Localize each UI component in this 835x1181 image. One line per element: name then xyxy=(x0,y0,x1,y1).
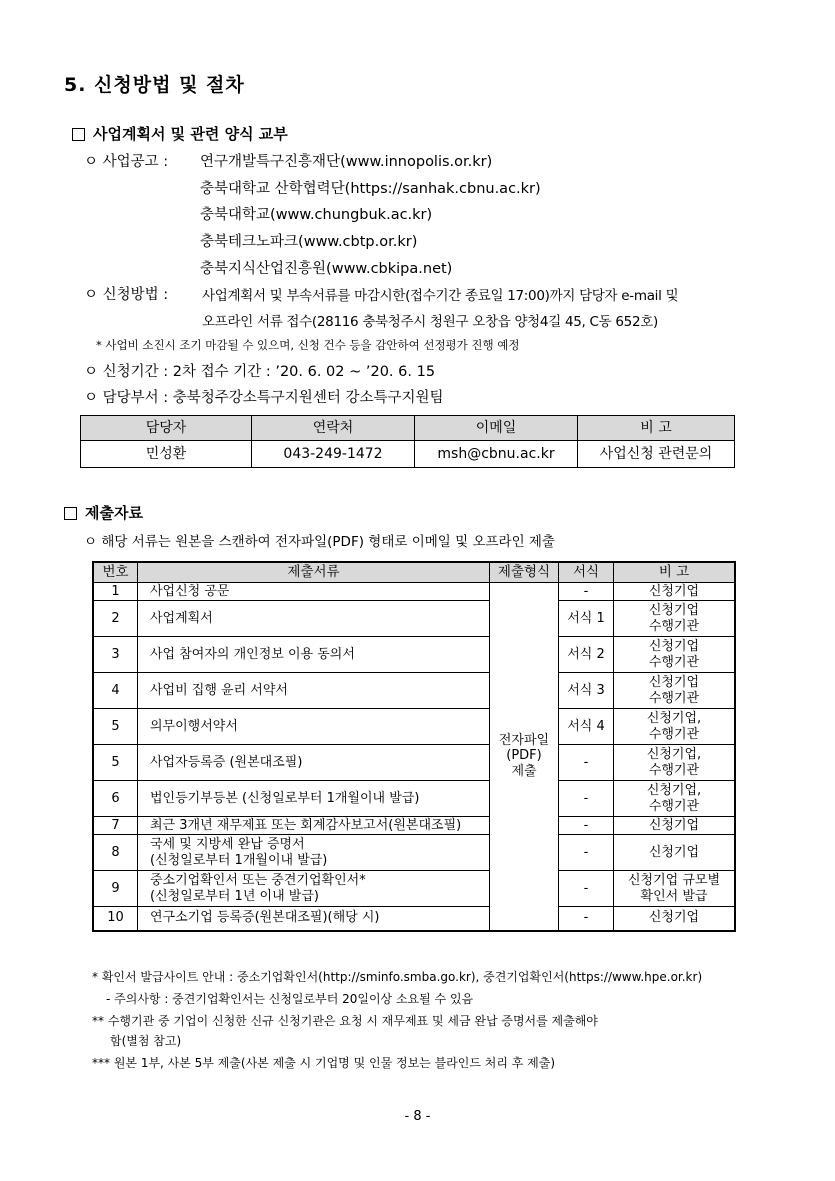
method-note: * 사업비 소진시 조기 마감될 수 있으며, 신청 건수 등을 감안하여 선정평가 진행 예정 xyxy=(96,338,520,352)
docs-note-line: 신청기업 xyxy=(648,583,700,599)
docs-number-cell: 8 xyxy=(93,835,138,871)
documents-table-row xyxy=(93,817,735,835)
docs-note-cell xyxy=(614,745,736,781)
documents-table-row xyxy=(93,871,735,907)
docs-note-cell xyxy=(614,907,736,931)
docs-name-cell xyxy=(138,817,490,835)
checkbox-square-icon xyxy=(72,128,85,141)
docs-note-line: 신청기업, xyxy=(646,710,702,726)
notice-site: 충북테크노파크(www.cbtp.or.kr) xyxy=(200,234,418,250)
documents-table-row xyxy=(93,601,735,637)
docs-form-cell: 서식 1 xyxy=(559,601,614,637)
docs-number-cell: 6 xyxy=(93,781,138,817)
docs-name-line: 중소기업확인서 또는 중견기업확인서* xyxy=(150,872,366,888)
contact-table xyxy=(80,415,735,468)
docs-note-line: 신청기업 xyxy=(648,602,700,618)
documents-table-row xyxy=(93,781,735,817)
docs-form-cell: 서식 2 xyxy=(559,637,614,673)
docs-name-line: 사업 참여자의 개인정보 이용 동의서 xyxy=(150,646,355,662)
contact-cell: msh@cbnu.ac.kr xyxy=(415,441,578,468)
documents-table-header xyxy=(93,562,735,583)
docs-header-cell: 제출서류 xyxy=(138,562,490,583)
docs-form-cell: - xyxy=(559,871,614,907)
docs-number-cell: 4 xyxy=(93,673,138,709)
docs-number-cell: 1 xyxy=(93,583,138,601)
docs-note-cell xyxy=(614,601,736,637)
notice-site: 충북지식산업진흥원(www.cbkipa.net) xyxy=(200,261,453,277)
footnote: - 주의사항 : 중견기업확인서는 신청일로부터 20일이상 소요될 수 있음 xyxy=(106,992,474,1006)
docs-name-cell xyxy=(138,835,490,871)
docs-note-line: 확인서 발급 xyxy=(640,888,708,904)
docs-number-cell: 10 xyxy=(93,907,138,931)
docs-name-line: (신청일로부터 1개월이내 발급) xyxy=(150,852,328,868)
docs-name-line: 최근 3개년 재무제표 또는 회계감사보고서(원본대조필) xyxy=(150,817,462,833)
docs-name-cell xyxy=(138,601,490,637)
docs-note-cell xyxy=(614,817,736,835)
docs-number-cell: 2 xyxy=(93,601,138,637)
notice-site: 연구개발특구진흥재단(www.innopolis.or.kr) xyxy=(200,154,493,170)
docs-form-cell: - xyxy=(559,583,614,601)
docs-note-line: 신청기업, xyxy=(646,782,702,798)
docs-format-line: 전자파일 xyxy=(498,732,550,748)
method-line-1: 사업계획서 및 부속서류를 마감시한(접수기간 종료일 17:00)까지 담당자 e-mail 및 xyxy=(202,288,679,304)
docs-header-cell: 제출형식 xyxy=(490,562,559,583)
docs-format-line: 제출 xyxy=(511,764,537,780)
docs-name-line: 의무이행서약서 xyxy=(150,718,238,734)
docs-name-line: 국세 및 지방세 완납 증명서 xyxy=(150,836,305,852)
docs-note-line: 수행기관 xyxy=(648,690,700,706)
docs-note-line: 신청기업 xyxy=(648,844,700,860)
docs-note-line: 신청기업, xyxy=(646,746,702,762)
docs-number-cell: 5 xyxy=(93,709,138,745)
documents-table-row xyxy=(93,709,735,745)
docs-form-cell: - xyxy=(559,835,614,871)
docs-number-cell: 5 xyxy=(93,745,138,781)
docs-name-line: (신청일로부터 1년 이내 발급) xyxy=(150,888,319,904)
documents-table-body xyxy=(93,583,735,931)
docs-note-cell xyxy=(614,835,736,871)
contact-cell: 사업신청 관련문의 xyxy=(578,441,735,468)
docs-note-line: 신청기업 xyxy=(648,638,700,654)
subsection-2-heading xyxy=(64,502,143,523)
documents-table-row xyxy=(93,637,735,673)
docs-form-cell: - xyxy=(559,907,614,931)
docs-name-cell xyxy=(138,745,490,781)
docs-note-line: 신청기업 규모별 xyxy=(627,872,721,888)
documents-table-row xyxy=(93,583,735,601)
contact-header-cell: 연락처 xyxy=(252,416,415,441)
subsection-2-title: 제출자료 xyxy=(85,504,143,522)
method-line-2: 오프라인 서류 접수(28116 충북청주시 청원구 오창읍 양청4길 45, C동 652호) xyxy=(202,314,658,330)
documents-table-row xyxy=(93,835,735,871)
docs-name-line: 연구소기업 등록증(원본대조필)(해당 시) xyxy=(150,910,380,926)
docs-name-line: 사업비 집행 윤리 서약서 xyxy=(150,682,288,698)
footnote: ** 수행기관 중 기업이 신청한 신규 신청기관은 요청 시 재무제표 및 세금 완납 증명서를 제출해야 xyxy=(92,1014,598,1028)
docs-format-merged-cell xyxy=(490,583,559,931)
subsection-1-title: 사업계획서 및 관련 양식 교부 xyxy=(93,125,288,143)
footnote: *** 원본 1부, 사본 5부 제출(사본 제출 시 기업명 및 인물 정보는 블라인드 처리 후 제출) xyxy=(92,1056,556,1070)
documents-table xyxy=(92,561,736,932)
docs-form-cell: 서식 3 xyxy=(559,673,614,709)
notice-label: ㅇ 사업공고 : xyxy=(84,154,169,170)
docs-name-cell xyxy=(138,583,490,601)
docs-name-cell xyxy=(138,709,490,745)
docs-name-line: 사업자등록증 (원본대조필) xyxy=(150,754,303,770)
footnote: 함(별첨 참고) xyxy=(110,1034,182,1048)
docs-name-cell xyxy=(138,673,490,709)
docs-number-cell: 3 xyxy=(93,637,138,673)
contact-table-header xyxy=(81,416,735,441)
method-label: ㅇ 신청방법 : xyxy=(84,287,169,303)
contact-header-cell: 담당자 xyxy=(81,416,252,441)
docs-form-cell: - xyxy=(559,781,614,817)
docs-name-cell xyxy=(138,871,490,907)
dept-line: ㅇ 담당부서 : 충북청주강소특구지원센터 강소특구지원팀 xyxy=(84,390,444,406)
contact-table-row xyxy=(81,441,735,468)
docs-number-cell: 7 xyxy=(93,817,138,835)
footnote: * 확인서 발급사이트 안내 : 중소기업확인서(http://sminfo.smba.go.kr), 중견기업확인서(https://www.hpe.or.kr) xyxy=(92,970,703,984)
docs-number-cell: 9 xyxy=(93,871,138,907)
docs-header-cell: 비 고 xyxy=(614,562,736,583)
docs-note-cell xyxy=(614,637,736,673)
subsection-1-heading xyxy=(72,123,288,144)
docs-note-line: 수행기관 xyxy=(648,798,700,814)
notice-site: 충북대학교(www.chungbuk.ac.kr) xyxy=(200,207,433,223)
contact-header-cell: 이메일 xyxy=(415,416,578,441)
docs-header-cell: 번호 xyxy=(93,562,138,583)
docs-note-cell xyxy=(614,673,736,709)
docs-name-cell xyxy=(138,637,490,673)
docs-name-cell xyxy=(138,907,490,931)
docs-name-line: 사업계획서 xyxy=(150,610,213,626)
docs-header-cell: 서식 xyxy=(559,562,614,583)
docs-note-line: 신청기업 xyxy=(648,817,700,833)
docs-note-line: 신청기업 xyxy=(648,910,700,926)
section-title: 5. 신청방법 및 절차 xyxy=(64,74,245,96)
docs-note-cell xyxy=(614,709,736,745)
contact-cell: 043-249-1472 xyxy=(252,441,415,468)
docs-note-line: 수행기관 xyxy=(648,762,700,778)
docs-form-cell: 서식 4 xyxy=(559,709,614,745)
docs-form-cell: - xyxy=(559,817,614,835)
docs-note-line: 수행기관 xyxy=(648,654,700,670)
docs-name-line: 법인등기부등본 (신청일로부터 1개월이내 발급) xyxy=(150,790,420,806)
page-number: - 8 - xyxy=(404,1109,431,1124)
docs-form-cell: - xyxy=(559,745,614,781)
docs-note-line: 수행기관 xyxy=(648,618,700,634)
checkbox-square-icon xyxy=(64,507,77,520)
documents-table-row xyxy=(93,745,735,781)
docs-note-cell xyxy=(614,871,736,907)
contact-header-cell: 비 고 xyxy=(578,416,735,441)
docs-note-cell xyxy=(614,583,736,601)
docs-name-cell xyxy=(138,781,490,817)
docs-name-line: 사업신청 공문 xyxy=(150,583,230,599)
documents-table-row xyxy=(93,907,735,931)
documents-table-row xyxy=(93,673,735,709)
docs-note-line: 수행기관 xyxy=(648,726,700,742)
contact-cell: 민성환 xyxy=(81,441,252,468)
docs-format-line: (PDF) xyxy=(506,748,542,764)
docs-note-line: 신청기업 xyxy=(648,674,700,690)
subsection-2-description: ㅇ 해당 서류는 원본을 스캔하여 전자파일(PDF) 형태로 이메일 및 오프라인 제출 xyxy=(84,534,555,550)
notice-site: 충북대학교 산학협력단(https://sanhak.cbnu.ac.kr) xyxy=(200,181,541,197)
period-line: ㅇ 신청기간 : 2차 접수 기간 : ’20. 6. 02 ~ ’20. 6. 15 xyxy=(84,364,436,380)
docs-note-cell xyxy=(614,781,736,817)
